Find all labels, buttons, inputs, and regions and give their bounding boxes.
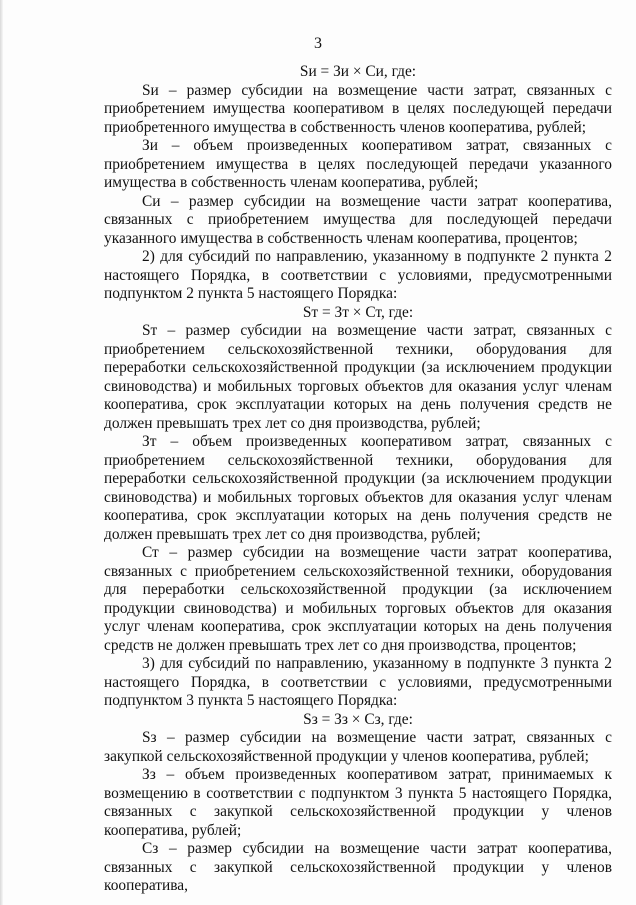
definition-st: Sт – размер субсидии на возмещение части затрат, связанных с приобретением сельскохозяйственной техники, оборудования для переработки сельскохозяйственной продукции (за исключением продукции свиноводства) и мобильных торговых объектов для оказания услуг членам кооператива, срок эксплуатации которых на день получения средств не должен превышать трех лет со дня производства, рублей; <box>104 322 612 432</box>
scan-edge-shadow <box>0 0 3 905</box>
definition-zz: Зз – объем произведенных кооперативом затрат, принимаемых к возмещению в соответствии с подпунктом 3 пункта 5 настоящего Порядка, связанных с закупкой сельскохозяйственной продукции у членов кооператива, рублей; <box>104 766 612 839</box>
definition-cz: Сз – размер субсидии на возмещение части затрат кооператива, связанных с закупкой сельскохозяйственной продукции у членов кооператива, <box>104 840 612 894</box>
formula-si: Sи = Зи × Си, где: <box>299 63 417 80</box>
definition-si: Sи – размер субсидии на возмещение части затрат, связанных с приобретением имущества кооперативом в целях последующей передачи приобретенного имущества в собственность членов кооператива, рублей; <box>104 81 612 136</box>
definition-zi: Зи – объем произведенных кооперативом затрат, связанных с приобретением имущества в целях последующей передачи указанного имущества в собственность членам кооператива, рублей; <box>104 137 612 191</box>
definition-ci: Си – размер субсидии на возмещение части затрат кооператива, связанных с приобретением имущества для последующей передачи указанного имущества в собственность членам кооператива, процентов; <box>104 192 612 247</box>
definition-zt: Зт – объем произведенных кооперативом затрат, связанных с приобретением сельскохозяйственной техники, оборудования для переработки сельскохозяйственной продукции (за исключением продукции свиноводства) и мобильных торговых объектов для оказания услуг членам кооператива, срок эксплуатации которых на день получения средств не должен превышать трех лет со дня производства, рублей; <box>104 433 612 543</box>
formula-sz: Sз = Зз × Сз, где: <box>303 710 413 728</box>
definition-sz: Sз – размер субсидии на возмещение части затрат, связанных с закупкой сельскохозяйственной продукции у членов кооператива, рублей; <box>104 729 612 765</box>
formula-st: Sт = Зт × Ст, где: <box>302 303 414 321</box>
clause-2: 2) для субсидий по направлению, указанному в подпункте 2 пункта 2 настоящего Порядка, в соответствии с условиями, предусмотренными подпунктом 2 пункта 5 настоящего Порядка: <box>104 248 612 302</box>
definition-ct: Ст – размер субсидии на возмещение части затрат кооператива, связанных с приобретением сельскохозяйственной техники, оборудования для переработки сельскохозяйственной продукции (за исключением продукции свиноводства) и мобильных торговых объектов для оказания услуг членам кооператива, срок эксплуатации которых на день получения средств не должен превышать трех лет со дня производства, процентов; <box>104 544 612 654</box>
page-number: 3 <box>314 35 322 52</box>
clause-3: 3) для субсидий по направлению, указанному в подпункте 3 пункта 2 настоящего Порядка, в соответствии с условиями, предусмотренными подпунктом 3 пункта 5 настоящего Порядка: <box>104 655 612 709</box>
document-body <box>104 63 612 896</box>
